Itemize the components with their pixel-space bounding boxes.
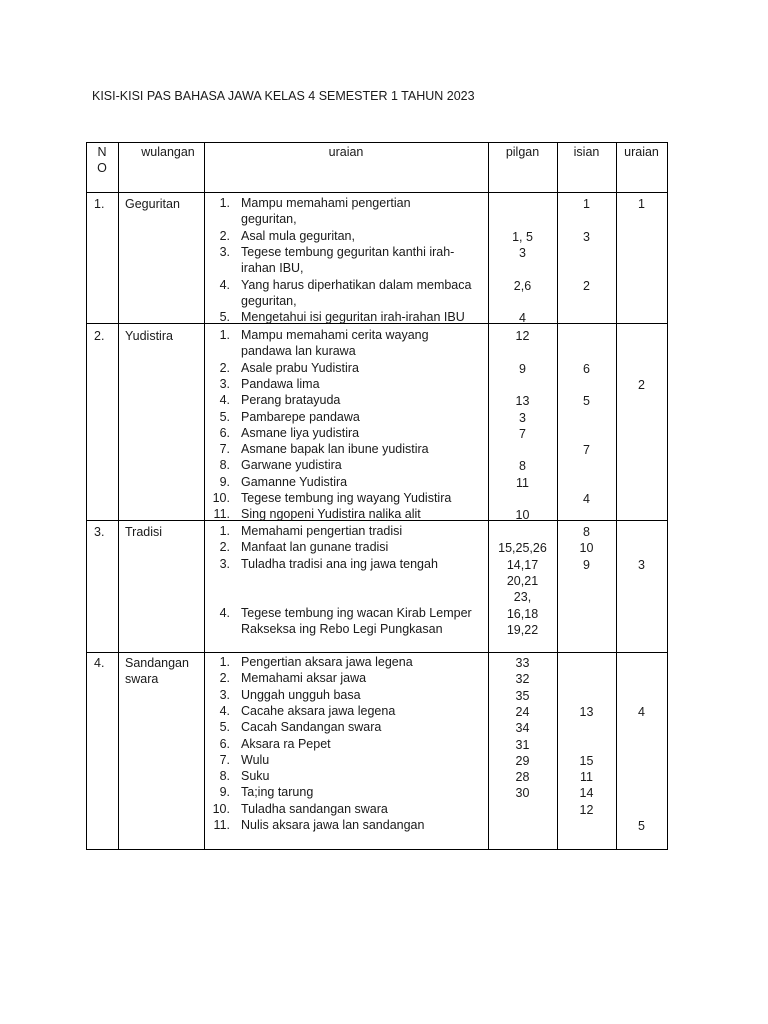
pilgan-value: 32	[515, 672, 530, 687]
item-text: Gamanne Yudistira	[241, 474, 348, 489]
pilgan-value: 29	[515, 753, 530, 768]
item-number: 2.	[219, 540, 230, 555]
item-text: Tegese tembung ing wacan Kirab Lemper	[241, 605, 472, 620]
item-number: 2.	[219, 671, 230, 686]
pilgan-value: 15,25,26	[498, 541, 547, 556]
item-number: 4.	[219, 703, 230, 718]
item-text: Mampu memahami pengertian	[241, 196, 411, 210]
item-text: Pambarepe pandawa	[241, 409, 360, 424]
item-number: 3.	[219, 556, 230, 571]
pilgan-value: 33	[515, 656, 530, 670]
item-number: 4.	[219, 605, 230, 620]
isian-value: 10	[579, 541, 594, 556]
item-number: 3.	[219, 244, 230, 259]
item-number: 4.	[219, 393, 230, 408]
item-number: 6.	[219, 425, 230, 440]
item-text: Perang bratayuda	[241, 393, 341, 408]
isian-value: 14	[579, 786, 594, 801]
item-text: Mengetahui isi geguritan irah-irahan IBU	[241, 310, 465, 325]
pilgan-value: 13	[515, 394, 530, 409]
isian-value: 2	[583, 278, 590, 293]
item-number: 9.	[219, 474, 230, 489]
item-number: 6.	[219, 736, 230, 751]
section-topic: Geguritan	[125, 197, 180, 211]
item-text: Tegese tembung geguritan kanthi irah-	[241, 244, 455, 259]
isian-value: 8	[583, 525, 590, 539]
item-number: 11.	[213, 507, 230, 522]
item-text: Asale prabu Yudistira	[241, 360, 359, 375]
column-divider	[616, 142, 617, 850]
isian-value: 4	[583, 492, 590, 506]
uraian-value: 2	[638, 377, 645, 392]
item-text: Garwane yudistira	[241, 458, 342, 473]
item-number: 2.	[219, 360, 230, 375]
isian-value: 9	[583, 557, 590, 572]
pilgan-value: 3	[519, 245, 526, 260]
pilgan-value: 30	[515, 786, 530, 801]
item-text: Tuladha tradisi ana ing jawa tengah	[241, 556, 438, 571]
isian-value: 7	[583, 443, 590, 458]
header-uraian-count: uraian	[624, 145, 659, 159]
pilgan-value: 2,6	[513, 278, 532, 293]
pilgan-value: 3	[519, 410, 526, 425]
table-border-right	[667, 142, 668, 850]
pilgan-value: 4	[519, 311, 526, 326]
uraian-value: 3	[638, 557, 645, 572]
item-number: 1.	[219, 196, 230, 210]
item-number: 1.	[219, 655, 230, 669]
section-number: 4.	[94, 656, 105, 670]
pilgan-value: 28	[515, 770, 530, 785]
item-text: pandawa lan kurawa	[241, 344, 356, 359]
item-number: 9.	[219, 785, 230, 800]
section-topic: Sandangan	[125, 656, 189, 670]
uraian-value: 1	[638, 197, 645, 211]
item-text: Ta;ing tarung	[241, 785, 314, 800]
kisi-kisi-table	[86, 142, 668, 850]
isian-value: 5	[583, 394, 590, 409]
item-text: Memahami aksar jawa	[241, 671, 367, 686]
item-text: irahan IBU,	[241, 261, 304, 276]
column-divider	[204, 142, 205, 850]
item-number: 8.	[219, 769, 230, 784]
item-text: Rakseksa ing Rebo Legi Pungkasan	[241, 621, 443, 636]
pilgan-value: 8	[519, 459, 526, 474]
item-text: Wulu	[241, 752, 270, 767]
header-isian: isian	[573, 145, 600, 159]
section-topic: Tradisi	[125, 525, 163, 539]
pilgan-value: 34	[515, 721, 530, 736]
pilgan-value: 10	[515, 508, 530, 523]
item-text: Aksara ra Pepet	[241, 736, 331, 751]
item-number: 11.	[213, 818, 230, 832]
item-text: Cacah Sandangan swara	[241, 720, 382, 735]
pilgan-value: 1, 5	[512, 229, 533, 244]
item-number: 5.	[219, 310, 230, 325]
item-number: 3.	[219, 376, 230, 391]
item-text: Suku	[241, 769, 270, 784]
item-number: 3.	[219, 687, 230, 702]
pilgan-value: 20,21	[506, 573, 539, 588]
pilgan-value: 23,	[513, 590, 532, 605]
isian-value: 1	[583, 197, 590, 211]
item-text: Yang harus diperhatikan dalam membaca	[241, 277, 472, 292]
item-text: Asmane bapak lan ibune yudistira	[241, 442, 429, 457]
item-text: Asal mula geguritan,	[241, 228, 355, 243]
pilgan-value: 16,18	[506, 606, 539, 621]
table-border-top	[86, 142, 668, 143]
table-border-bottom	[86, 849, 668, 850]
pilgan-value: 19,22	[506, 622, 539, 637]
item-number: 2.	[219, 228, 230, 243]
item-number: 1.	[219, 328, 230, 342]
pilgan-value: 31	[515, 737, 530, 752]
item-text: geguritan,	[241, 293, 297, 308]
item-number: 1.	[219, 524, 230, 538]
header-uraian: uraian	[328, 145, 364, 159]
column-divider	[118, 142, 119, 850]
item-text: Asmane liya yudistira	[241, 425, 360, 440]
table-border-left	[86, 142, 87, 850]
isian-value: 11	[580, 770, 593, 785]
pilgan-value: 14,17	[506, 557, 539, 572]
isian-value: 13	[579, 704, 594, 719]
pilgan-value: 35	[515, 688, 530, 703]
header-wulangan: wulangan	[141, 145, 195, 159]
document-title: KISI-KISI PAS BAHASA JAWA KELAS 4 SEMESTER 1 TAHUN 2023	[92, 89, 475, 103]
pilgan-value: 9	[519, 361, 526, 376]
item-number: 10.	[212, 801, 230, 816]
item-text: Sing ngopeni Yudistira nalika alit	[241, 507, 421, 522]
item-text: Tegese tembung ing wayang Yudistira	[241, 491, 452, 505]
isian-value: 3	[583, 229, 590, 244]
pilgan-value: 11	[516, 475, 529, 490]
header-no: N O	[97, 145, 107, 176]
item-number: 7.	[219, 752, 230, 767]
item-number: 7.	[219, 442, 230, 457]
item-text: Nulis aksara jawa lan sandangan	[241, 818, 425, 832]
item-text: Unggah ungguh basa	[241, 687, 361, 702]
row-divider	[86, 652, 668, 653]
item-text: Pengertian aksara jawa legena	[241, 655, 413, 669]
header-pilgan: pilgan	[505, 145, 540, 159]
pilgan-value: 24	[515, 704, 530, 719]
item-text: Cacahe aksara jawa legena	[241, 703, 396, 718]
item-number: 4.	[219, 277, 230, 292]
uraian-value: 5	[638, 819, 645, 833]
item-number: 5.	[219, 720, 230, 735]
item-number: 10.	[212, 491, 230, 505]
pilgan-value: 12	[515, 329, 530, 343]
section-topic: Yudistira	[125, 329, 173, 343]
isian-value: 15	[579, 753, 594, 768]
item-text: geguritan,	[241, 212, 297, 227]
isian-value: 12	[579, 802, 594, 817]
uraian-value: 4	[638, 704, 645, 719]
section-topic: swara	[125, 672, 159, 687]
pilgan-value: 7	[519, 426, 526, 441]
item-number: 8.	[219, 458, 230, 473]
item-text: Tuladha sandangan swara	[241, 801, 388, 816]
isian-value: 6	[583, 361, 590, 376]
section-number: 2.	[94, 329, 105, 343]
item-text: Manfaat lan gunane tradisi	[241, 540, 389, 555]
section-number: 3.	[94, 525, 105, 539]
item-text: Memahami pengertian tradisi	[241, 524, 403, 538]
item-text: Pandawa lima	[241, 376, 320, 391]
section-number: 1.	[94, 197, 105, 211]
item-number: 5.	[219, 409, 230, 424]
item-text: Mampu memahami cerita wayang	[241, 328, 429, 342]
row-divider	[86, 192, 668, 193]
